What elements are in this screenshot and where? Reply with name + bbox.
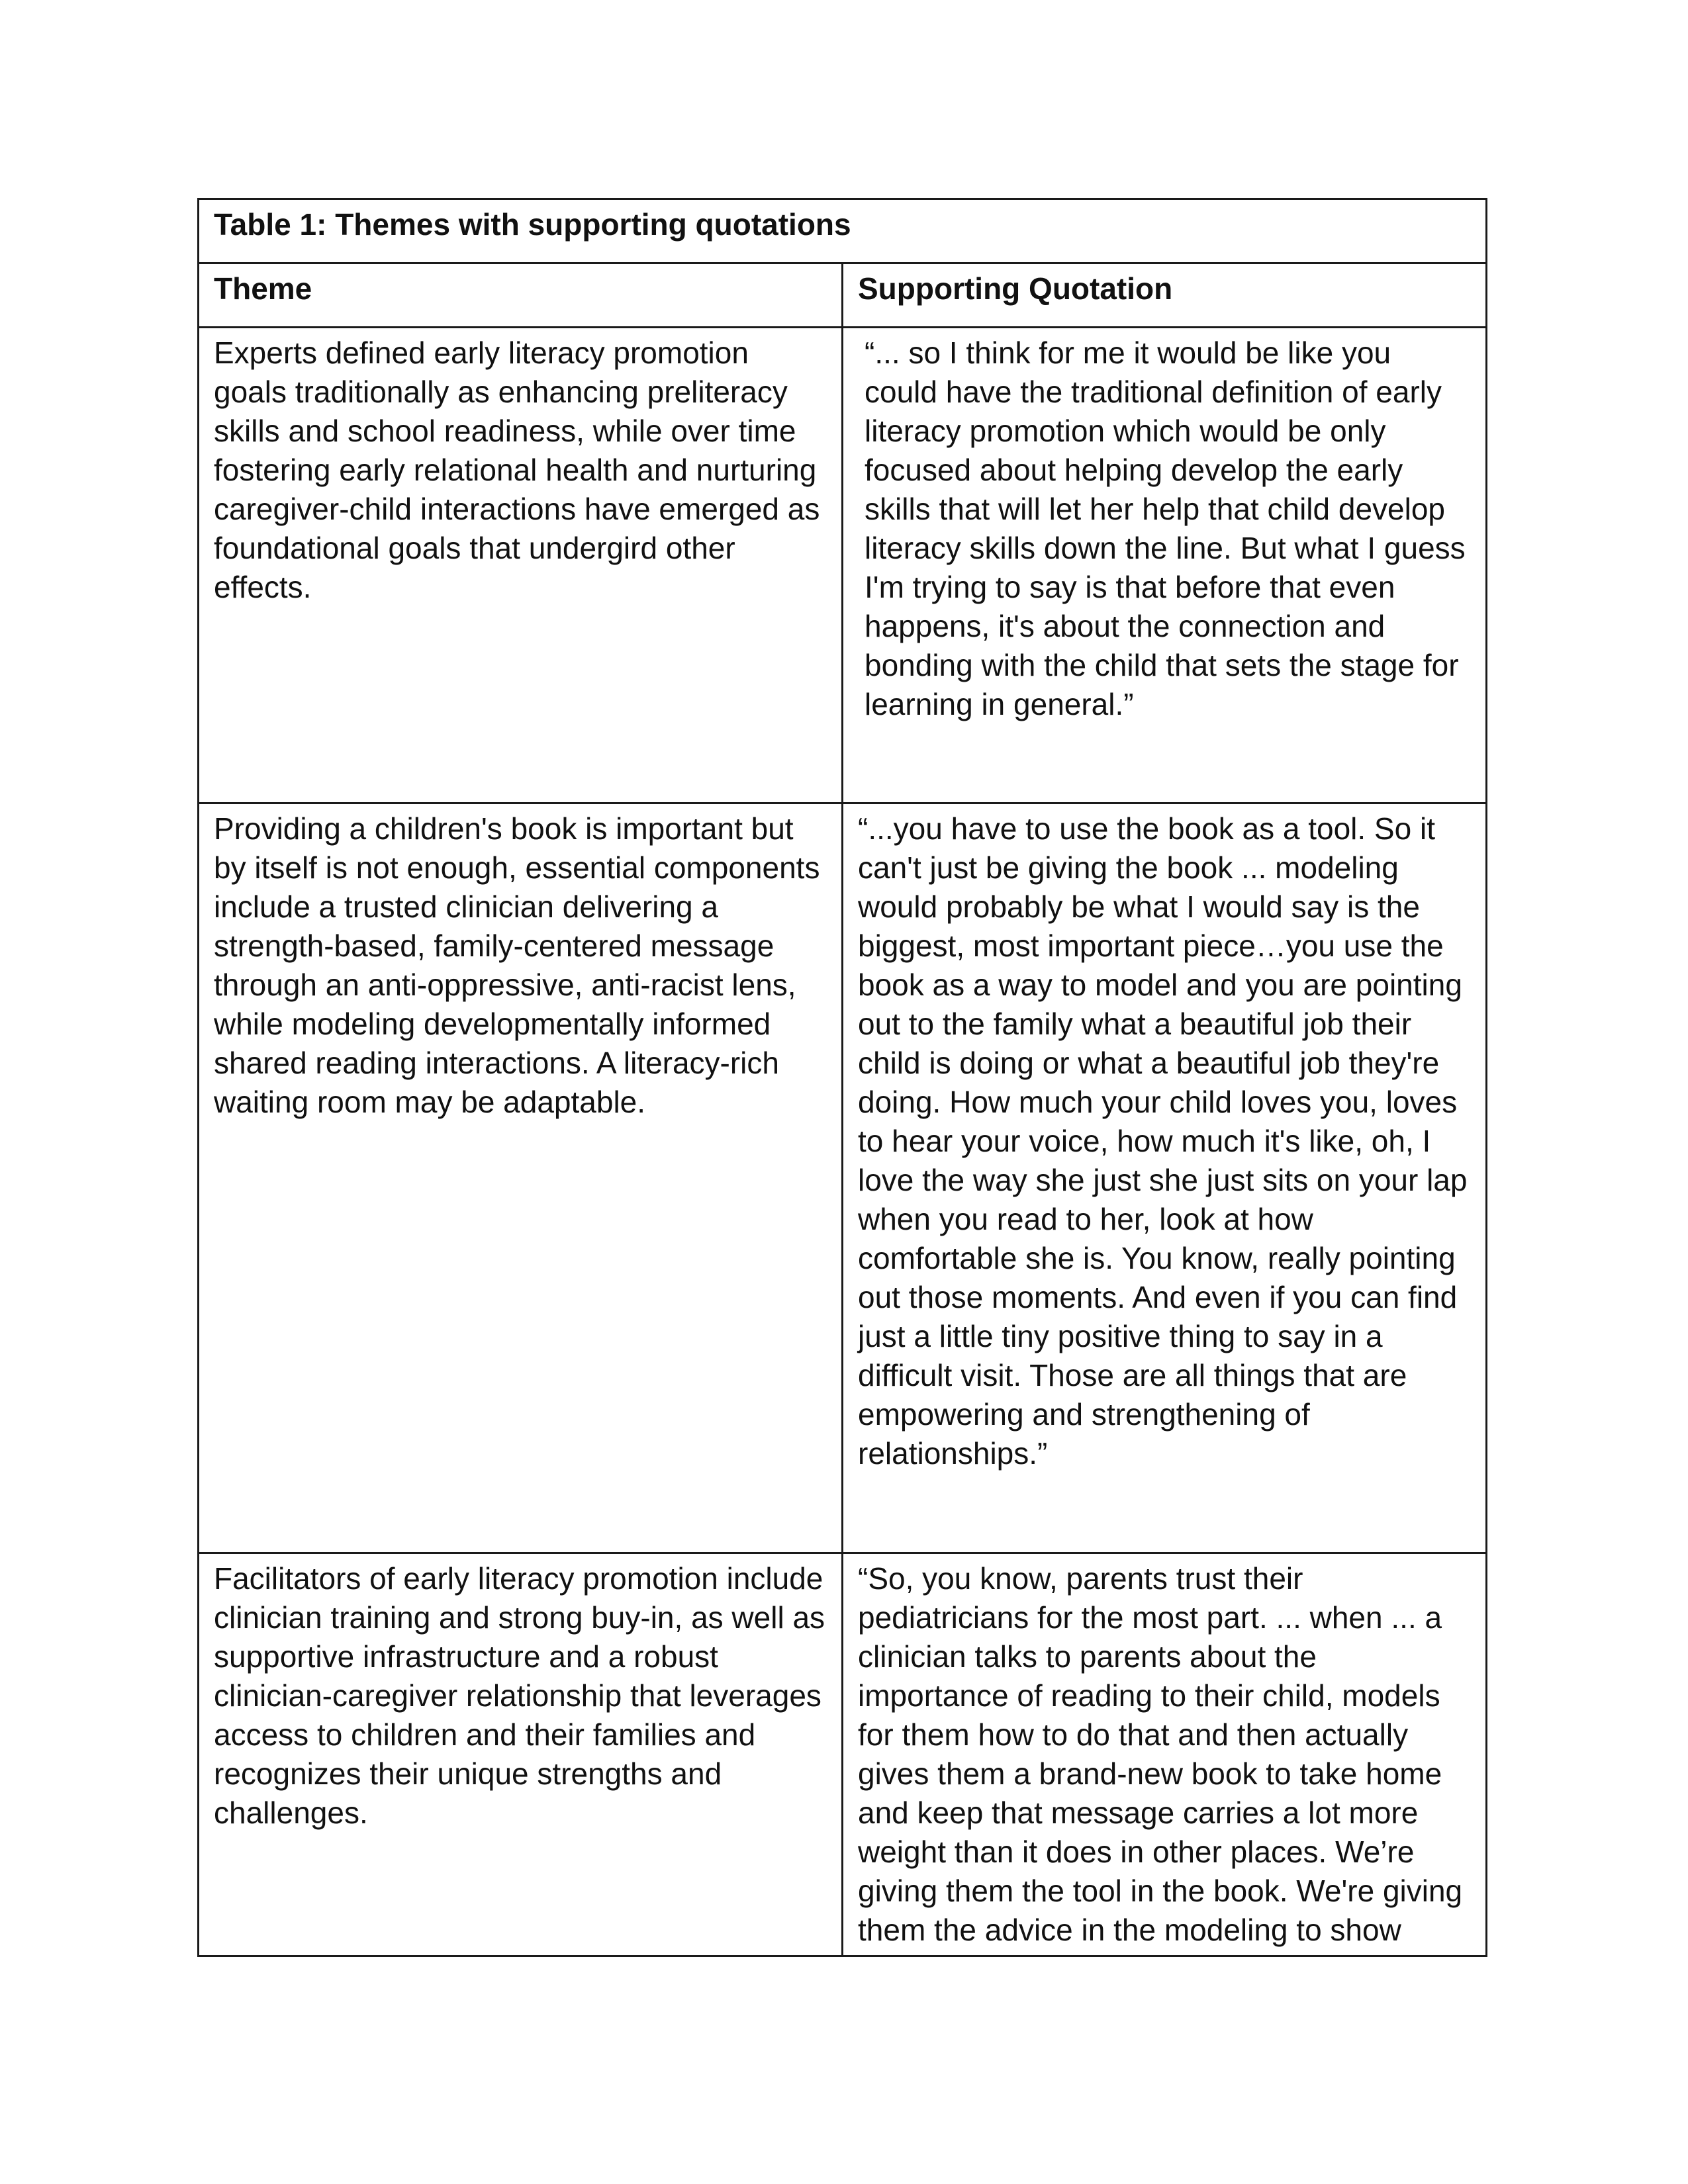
theme-cell: Facilitators of early literacy promotion include clinician training and strong buy-in, as well as supportive infrastructure and a robust clinician-caregiver relationship that leverages access to children and their families and recognizes their unique strengths and challenges. xyxy=(199,1553,843,1956)
table-row xyxy=(199,328,1487,803)
table-caption: Table 1: Themes with supporting quotations xyxy=(199,199,1487,263)
themes-table xyxy=(197,198,1487,1957)
table-caption-row xyxy=(199,199,1487,263)
theme-cell: Providing a children's book is important but by itself is not enough, essential components include a trusted clinician delivering a strength-based, family-centered message through an anti-oppressive, anti-racist lens, while modeling developmentally informed shared reading interactions. A literacy-rich waiting room may be adaptable. xyxy=(199,803,843,1553)
themes-table-container xyxy=(197,198,1485,1957)
theme-cell: Experts defined early literacy promotion goals traditionally as enhancing preliteracy skills and school readiness, while over time fostering early relational health and nurturing caregiver-child interactions have emerged as foundational goals that undergird other effects. xyxy=(199,328,843,803)
quotation-cell: “So, you know, parents trust their pediatricians for the most part. ... when ... a clinician talks to parents about the importance of reading to their child, models for them how to do that and then actually gives them a brand-new book to take home and keep that message carries a lot more weight than it does in other places. We’re giving them the tool in the book. We're giving them the advice in the modeling to show xyxy=(843,1553,1487,1956)
quotation-cell: “...you have to use the book as a tool. So it can't just be giving the book ... modeling would probably be what I would say is the biggest, most important piece…you use the book as a way to model and you are pointing out to the family what a beautiful job their child is doing or what a beautiful job they're doing. How much your child loves you, loves to hear your voice, how much it's like, oh, I love the way she just she just sits on your lap when you read to her, look at how comfortable she is. You know, really pointing out those moments. And even if you can find just a little tiny positive thing to say in a difficult visit. Those are all things that are empowering and strengthening of relationships.” xyxy=(843,803,1487,1553)
column-header-theme: Theme xyxy=(199,263,843,328)
quotation-cell: “... so I think for me it would be like you could have the traditional definition of early literacy promotion which would be only focused about helping develop the early skills that will let her help that child develop literacy skills down the line. But what I guess I'm trying to say is that before that even happens, it's about the connection and bonding with the child that sets the stage for learning in general.” xyxy=(843,328,1487,803)
table-header-row xyxy=(199,263,1487,328)
column-header-quotation: Supporting Quotation xyxy=(843,263,1487,328)
table-row xyxy=(199,1553,1487,1956)
table-row xyxy=(199,803,1487,1553)
